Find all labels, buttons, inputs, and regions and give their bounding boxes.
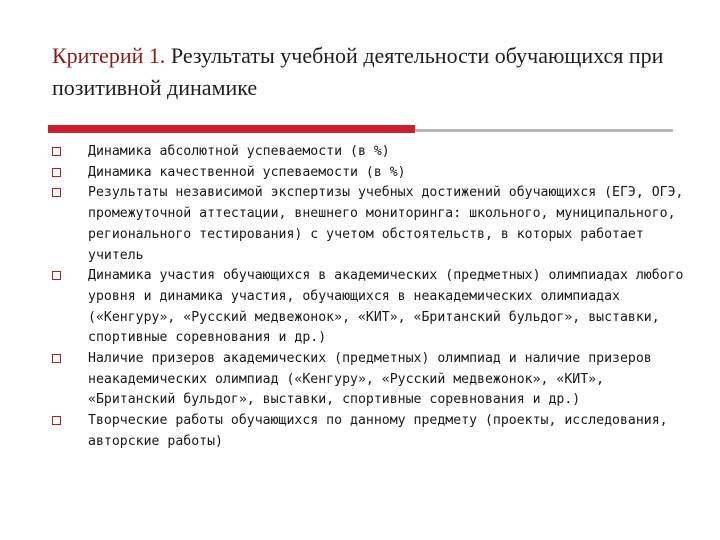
square-bullet-icon — [52, 188, 61, 197]
list-item — [48, 411, 688, 452]
list-item-text: Результаты независимой экспертизы учебных достижений обучающихся (ЕГЭ, ОГЭ, промежуточной аттестации, внешнего мониторинга: школьного, муниципального, регионального тестирования) с учетом обстоятельств, в которых работает учитель — [88, 185, 684, 263]
square-bullet-icon — [52, 168, 61, 177]
list-item-text: Динамика качественной успеваемости (в %) — [88, 164, 406, 180]
list-item — [48, 183, 688, 266]
square-bullet-icon — [52, 354, 61, 363]
square-bullet-icon — [52, 147, 61, 156]
list-item-text: Динамика абсолютной успеваемости (в %) — [88, 144, 390, 159]
title-underline-accent — [48, 125, 415, 133]
list-item — [48, 266, 688, 349]
list-item — [48, 349, 688, 411]
title-lead: Критерий 1. — [52, 43, 166, 68]
slide-title — [52, 40, 692, 104]
list-item-text: Динамика участия обучающихся в академических (предметных) олимпиадах любого уровня и динамика участия, обучающихся в неакадемических олимпиадах («Кенгуру», «Русский медвежонок», «КИТ», «Британский бульдог», выставки, спортивные соревнования и др.) — [88, 268, 684, 346]
title-rest: Результаты учебной деятельности обучающихся при позитивной динамике — [52, 43, 664, 100]
list-item — [48, 142, 688, 163]
list-item-text: Творческие работы обучающихся по данному предмету (проекты, исследования, авторские работы) — [88, 413, 668, 449]
criteria-list — [48, 142, 688, 453]
square-bullet-icon — [52, 271, 61, 280]
square-bullet-icon — [52, 416, 61, 425]
list-item-text: Наличие призеров академических (предметных) олимпиад и наличие призеров неакадемических олимпиад («Кенгуру», «Русский медвежонок», «КИТ», «Британский бульдог», выставки, спортивные соревнования и др.) — [88, 351, 652, 408]
list-item — [48, 163, 688, 184]
